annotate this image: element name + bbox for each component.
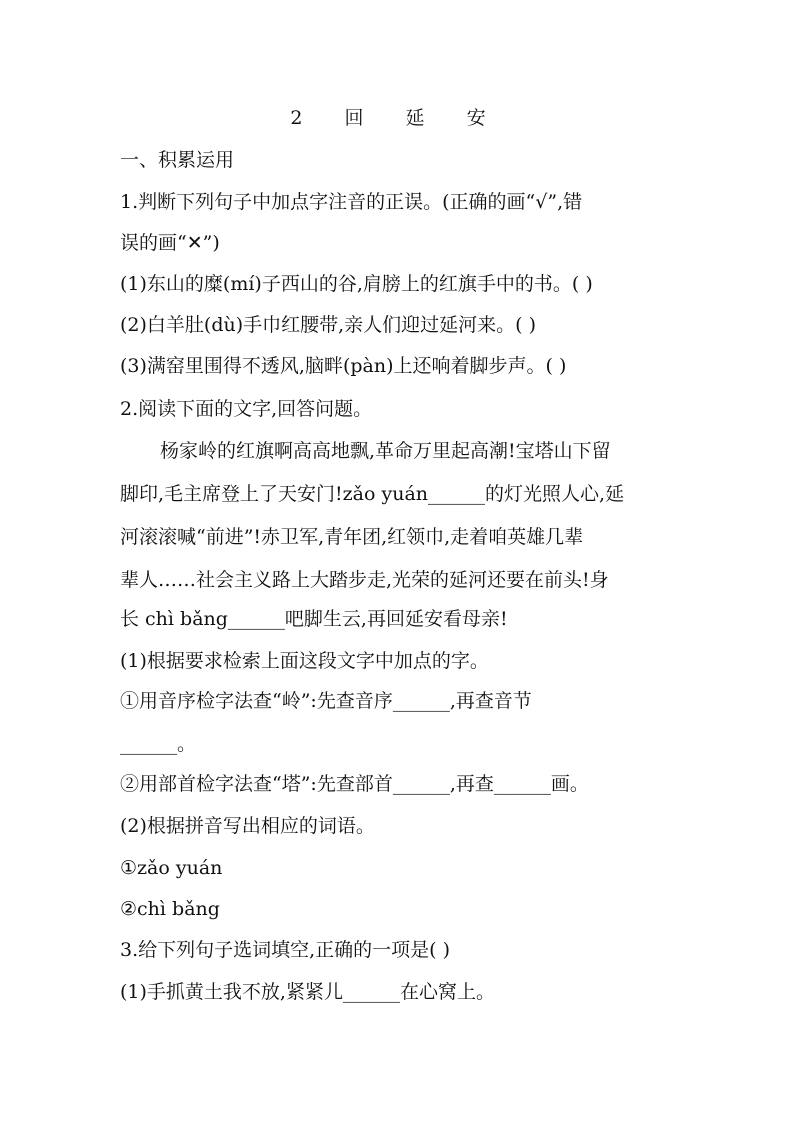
section-heading: 一、积累运用 — [120, 149, 235, 171]
q2-sub2-b: ②chì bǎng — [120, 898, 220, 920]
q2-passage-line5: 长 chì bǎng______吧脚生云,再回延安看母亲! — [120, 608, 508, 630]
q2-passage-line4: 辈人……社会主义路上大踏步走,光荣的延河还要在前头!身 — [120, 569, 609, 591]
q2-stem: 2.阅读下面的文字,回答问题。 — [120, 398, 373, 420]
q2-sub1: (1)根据要求检索上面这段文字中加点的字。 — [120, 650, 489, 672]
q1-item-2: (2)白羊肚(dù)手巾红腰带,亲人们迎过延河来。( ) — [120, 314, 537, 336]
q2-sub1-a-line1: ①用音序检字法查“岭”:先查音序______,再查音节 — [120, 690, 532, 712]
q2-sub2: (2)根据拼音写出相应的词语。 — [120, 815, 375, 837]
q1-stem-line2: 误的画“✕”) — [120, 232, 220, 254]
q1-stem-line1: 1.判断下列句子中加点字注音的正误。(正确的画“√”,错 — [120, 191, 583, 213]
q2-passage-line1: 杨家岭的红旗啊高高地飘,革命万里起高潮!宝塔山下留 — [160, 440, 611, 462]
q2-passage-line3: 河滚滚喊“前进”!赤卫军,青年团,红领巾,走着咱英雄几辈 — [120, 526, 584, 548]
q2-sub2-a: ①zǎo yuán — [120, 857, 223, 879]
q1-item-1: (1)东山的糜(mí)子西山的谷,肩膀上的红旗手中的书。( ) — [120, 273, 593, 295]
page-title: 2 回 延 安 — [290, 107, 504, 129]
q2-sub1-b: ②用部首检字法查“塔”:先查部首______,再查______画。 — [120, 773, 589, 795]
q2-passage-line2: 脚印,毛主席登上了天安门!zǎo yuán______的灯光照人心,延 — [120, 483, 625, 505]
q1-item-3: (3)满窑里围得不透风,脑畔(pàn)上还响着脚步声。( ) — [120, 355, 567, 377]
q3-stem: 3.给下列句子选词填空,正确的一项是( ) — [120, 939, 451, 961]
q2-sub1-a-line2: ______。 — [120, 733, 197, 755]
q3-item-1: (1)手抓黄土我不放,紧紧儿______在心窝上。 — [120, 981, 495, 1003]
